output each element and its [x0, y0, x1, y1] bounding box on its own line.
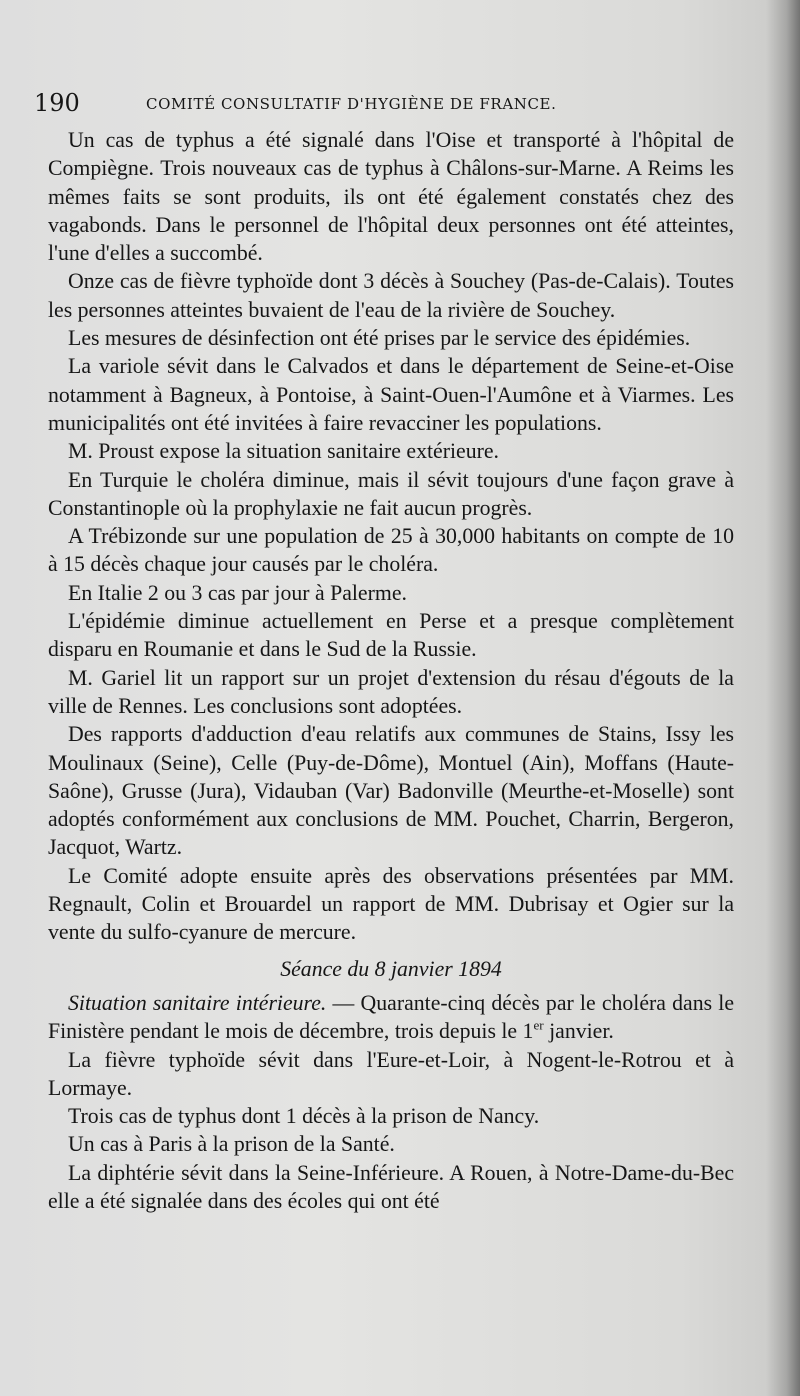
paragraph: L'épidémie diminue actuellement en Perse et a presque complètement disparu en Roumanie et dans le Sud de la Russie. [48, 609, 734, 662]
paragraph: La diphtérie sévit dans la Seine-Inférieure. A Rouen, à Notre-Dame-du-Bec elle a été signalée dans des écoles qui ont été [48, 1160, 734, 1213]
section-title: Séance du 8 janvier 1894 [280, 956, 502, 981]
paragraph: La fièvre typhoïde sévit dans l'Eure-et-Loir, à Nogent-le-Rotrou et à Lormaye. [48, 1047, 734, 1100]
paragraph: M. Gariel lit un rapport sur un projet d'extension du résau d'égouts de la ville de Rennes. Les conclusions sont adoptées. [48, 665, 734, 718]
paragraph: Trois cas de typhus dont 1 décès à la prison de Nancy. [68, 1104, 540, 1129]
paragraph: En Turquie le choléra diminue, mais il sévit toujours d'une façon grave à Constantinople où la prophylaxie ne fait aucun progrès. [48, 467, 734, 520]
paragraph: Des rapports d'adduction d'eau relatifs aux communes de Stains, Issy les Moulinaux (Seine), Celle (Puy-de-Dôme), Montuel (Ain), Moffans (Haute-Saône), Grusse (Jura), Vidauban (Var) Badonville (Meurthe-et-Moselle) sont adoptés conformément aux conclusions de MM. Pouchet, Charrin, Bergeron, Jacquot, Wartz. [48, 722, 734, 860]
paragraph: Un cas à Paris à la prison de la Santé. [68, 1132, 395, 1157]
running-head: COMITÉ CONSULTATIF D'HYGIÈNE DE FRANCE. [146, 95, 557, 113]
section-lead-italic: Situation sanitaire intérieure. [68, 990, 327, 1015]
page-number: 190 [34, 89, 80, 117]
section-lead-end: janvier. [543, 1019, 614, 1044]
paragraph: Les mesures de désinfection ont été prises par le service des épidémies. [68, 326, 691, 351]
paragraph: Le Comité adopte ensuite après des observations présentées par MM. Regnault, Colin et Brouardel un rapport de MM. Dubrisay et Ogier sur la vente du sulfo-cyanure de mercure. [48, 863, 734, 945]
section-lead-superscript: er [533, 1017, 544, 1033]
page-header [34, 88, 734, 118]
paragraph: Onze cas de fièvre typhoïde dont 3 décès à Souchey (Pas-de-Calais). Toutes les personnes atteintes buvaient de l'eau de la rivière de Souchey. [48, 269, 734, 322]
section-lead-paragraph [48, 989, 734, 1046]
paragraph: Un cas de typhus a été signalé dans l'Oise et transporté à l'hôpital de Compiègne. Trois nouveaux cas de typhus à Châlons-sur-Marne. A Reims les mêmes faits se sont produits, ils ont été également constatés chez des vagabonds. Dans le personnel de l'hôpital deux personnes ont été atteintes, l'une d'elles a succombé. [48, 128, 734, 266]
section-lead-text: — Quarante-cinq décès par le choléra dans le Finistère pendant le mois de décembre, trois depuis le 1 [48, 990, 734, 1044]
paragraph: La variole sévit dans le Calvados et dans le département de Seine-et-Oise notamment à Bagneux, à Pontoise, à Saint-Ouen-l'Aumône et à Viarmes. Les municipalités ont été invitées à faire revacciner les populations. [48, 354, 734, 435]
paragraph: A Trébizonde sur une population de 25 à 30,000 habitants on compte de 10 à 15 décès chaque jour causés par le choléra. [48, 524, 734, 577]
book-gutter-shadow [766, 0, 800, 1396]
paragraph: M. Proust expose la situation sanitaire extérieure. [68, 439, 499, 464]
body-text [48, 126, 734, 1215]
paragraph: En Italie 2 ou 3 cas par jour à Palerme. [68, 580, 407, 605]
